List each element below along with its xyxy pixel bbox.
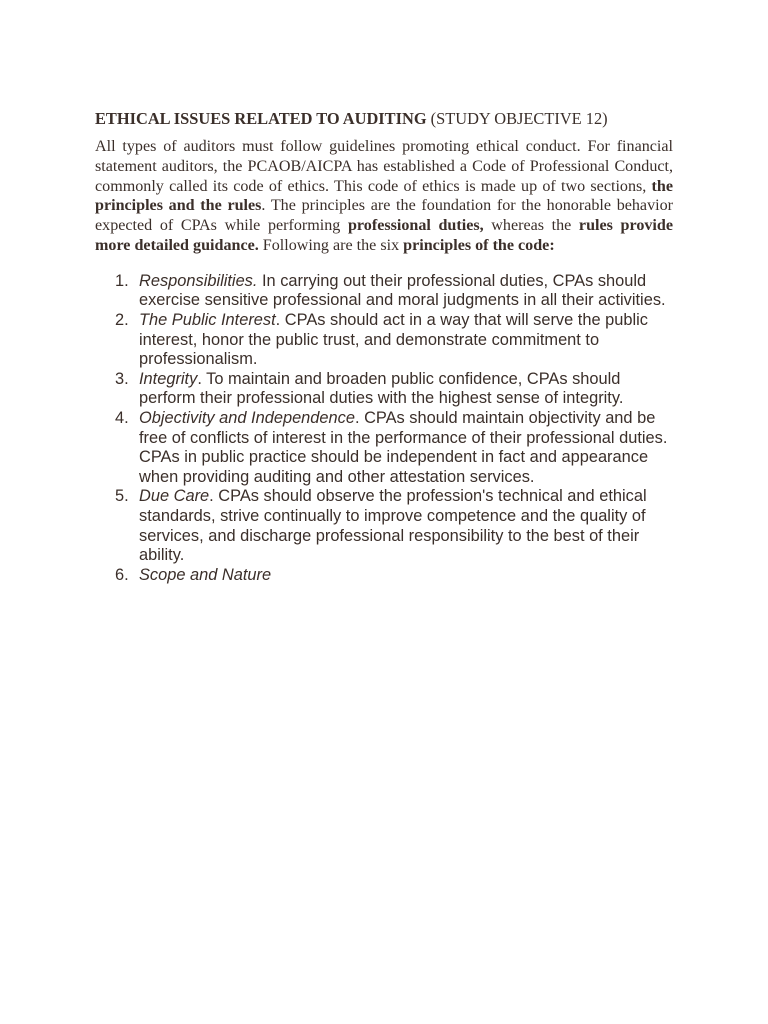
principle-name: Scope and Nature bbox=[139, 565, 272, 584]
principle-number: 6. bbox=[115, 565, 129, 584]
principle-item-scope-and-nature bbox=[95, 566, 677, 586]
principle-name: Objectivity and Independence bbox=[139, 408, 355, 427]
principle-text: In carrying out their professional duties, CPAs should exercise sensitive professional and moral judgments in all their activities. bbox=[139, 271, 666, 310]
principle-item-public-interest bbox=[95, 311, 677, 370]
principle-number: 2. bbox=[115, 310, 129, 329]
principle-text: . CPAs should maintain objectivity and be free of conflicts of interest in the performance of their professional duties. CPAs in public practice should be independent in fact and appearance when providing auditing and other attestation services. bbox=[139, 408, 668, 486]
heading-title: ETHICAL ISSUES RELATED TO AUDITING bbox=[95, 109, 427, 128]
intro-text-2: . The principles are the foundation for the honorable behavior expected of CPAs while performing bbox=[95, 197, 674, 235]
intro-text-4: Following are the six bbox=[258, 236, 404, 254]
intro-text-1: All types of auditors must follow guidelines promoting ethical conduct. For financial statement auditors, the PCAOB/AICPA has established a Code of Professional Conduct, commonly called its code of ethics. This code of ethics is made up of two sections, bbox=[95, 138, 673, 195]
principle-item-due-care bbox=[95, 487, 677, 565]
principle-number: 4. bbox=[115, 408, 129, 427]
principle-number: 3. bbox=[115, 369, 129, 388]
principle-text: . To maintain and broaden public confidence, CPAs should perform their professional duties with the highest sense of integrity. bbox=[139, 369, 624, 408]
principles-list bbox=[95, 272, 677, 586]
principle-name: Responsibilities. bbox=[139, 271, 258, 290]
intro-paragraph bbox=[95, 137, 673, 256]
principle-item-objectivity bbox=[95, 409, 677, 487]
principle-item-responsibilities bbox=[95, 272, 677, 311]
principle-number: 5. bbox=[115, 487, 129, 506]
principle-name: Integrity bbox=[139, 369, 198, 388]
principle-number: 1. bbox=[115, 271, 129, 290]
principle-text: . CPAs should act in a way that will serve the public interest, honor the public trust, and demonstrate commitment to professionalism. bbox=[139, 310, 648, 369]
intro-bold-1: the principles and the rules bbox=[95, 177, 673, 215]
intro-bold-3: rules provide more detailed guidance. bbox=[95, 217, 673, 254]
intro-text-3: whereas the bbox=[483, 217, 579, 235]
principle-name: The Public Interest bbox=[139, 310, 276, 329]
intro-bold-4: principles of the code: bbox=[403, 236, 555, 254]
principle-name: Due Care bbox=[139, 487, 210, 506]
document-page bbox=[95, 108, 673, 585]
intro-bold-2: professional duties, bbox=[347, 217, 484, 235]
section-heading bbox=[95, 108, 673, 130]
heading-objective: (STUDY OBJECTIVE 12) bbox=[426, 109, 608, 128]
principle-item-integrity bbox=[95, 370, 677, 409]
principle-text: . CPAs should observe the profession's technical and ethical standards, strive continually to improve competence and the quality of services, and discharge professional responsibility to the best of their ability. bbox=[139, 487, 647, 565]
